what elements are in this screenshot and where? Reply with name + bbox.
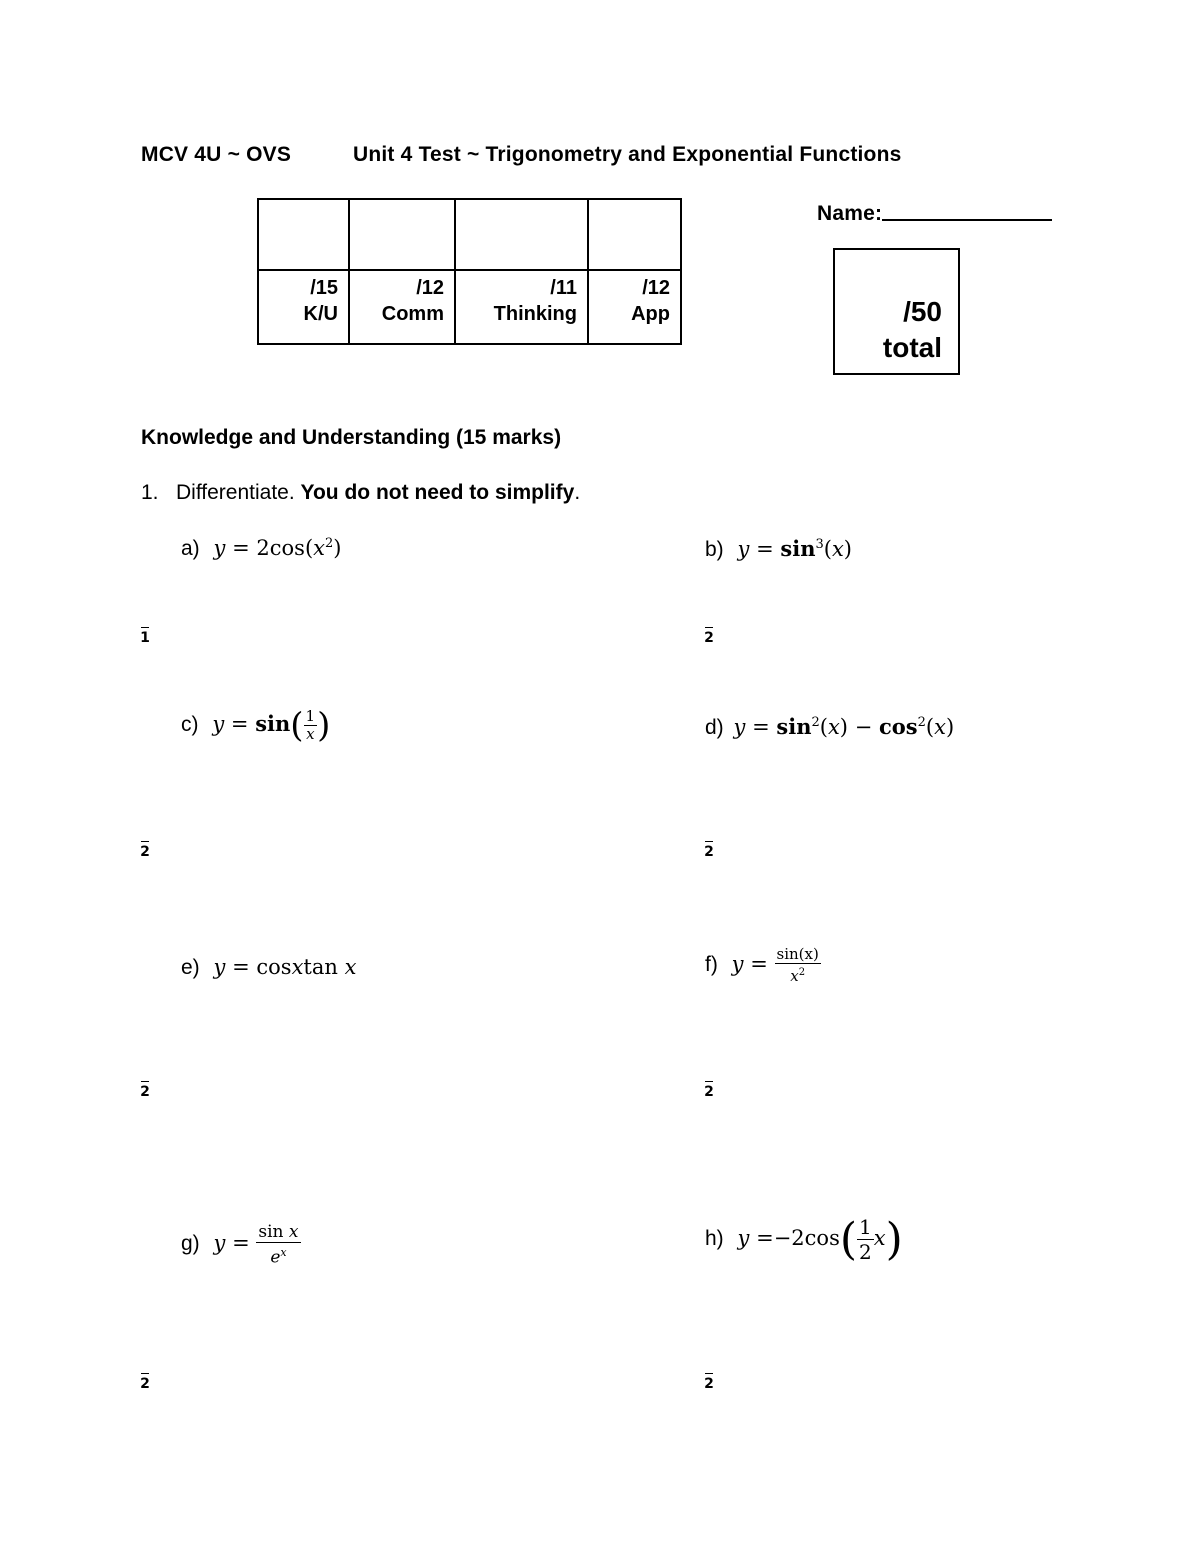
category-app: /12 App xyxy=(588,270,681,344)
problem-e: e) y = cosxtan x xyxy=(181,955,357,979)
problem-c: c) y = sin( $\frac{1}{x}$ ) xyxy=(181,705,331,745)
section-heading: Knowledge and Understanding (15 marks) xyxy=(141,426,562,449)
total-label: total xyxy=(882,332,942,363)
problem-d: d) $y = \sin^2(x) - \cos^2(x)$ xyxy=(705,714,955,739)
equation-a: $y = 2\cos(x^2)$ xyxy=(213,536,342,560)
question-number: 1. xyxy=(141,481,159,504)
equation-b: $y = \sin^3(x)$ xyxy=(737,536,852,561)
equation-g: y = $\frac{\text{sin x}}{e^x}$ xyxy=(213,1222,299,1268)
name-field[interactable] xyxy=(817,197,1052,226)
score-table xyxy=(257,198,682,345)
total-score-box xyxy=(833,248,960,375)
question-instruction: Differentiate. xyxy=(176,481,295,504)
equation-h: y =−2cos( $\frac{1}{2}$ x) xyxy=(737,1214,903,1265)
problem-g: g) y = $\frac{\text{sin x}}{e^x}$ xyxy=(181,1222,299,1268)
mark-e: 2 xyxy=(140,1081,150,1100)
score-cell-ku[interactable] xyxy=(258,199,349,270)
mark-a: 1 xyxy=(140,627,150,646)
course-code: MCV 4U ~ OVS xyxy=(141,143,292,166)
score-cell-comm[interactable] xyxy=(349,199,455,270)
equation-c: y = sin( $\frac{1}{x}$ ) xyxy=(212,705,331,745)
problem-h: h) y =−2cos( $\frac{1}{2}$ x) xyxy=(705,1214,903,1265)
problem-b: b) $y = \sin^3(x)$ xyxy=(705,536,852,561)
problem-a: a) $y = 2\cos(x^2)$ xyxy=(181,536,342,560)
category-ku: /15 K/U xyxy=(258,270,349,344)
mark-g: 2 xyxy=(140,1373,150,1392)
score-cell-app[interactable] xyxy=(588,199,681,270)
category-thinking: /11 Thinking xyxy=(455,270,588,344)
question-1: 1. Differentiate. You do not need to simplify. xyxy=(141,481,581,504)
mark-h: 2 xyxy=(704,1373,714,1392)
test-title: Unit 4 Test ~ Trigonometry and Exponential Functions xyxy=(353,143,902,166)
score-cell-thinking[interactable] xyxy=(455,199,588,270)
name-label: Name: xyxy=(817,202,883,225)
category-comm: /12 Comm xyxy=(349,270,455,344)
equation-e: y = cosxtan x xyxy=(213,955,357,979)
equation-f: y = $\frac{\sin(x)}{x^2}$ xyxy=(731,945,819,985)
total-marks: /50 xyxy=(903,296,942,327)
equation-d: $y = \sin^2(x) - \cos^2(x)$ xyxy=(733,714,955,739)
mark-c: 2 xyxy=(140,841,150,860)
mark-d: 2 xyxy=(704,841,714,860)
question-instruction-bold: You do not need to simplify xyxy=(300,481,575,504)
mark-b: 2 xyxy=(704,627,714,646)
name-blank-line[interactable] xyxy=(882,197,1052,221)
problem-f: f) y = $\frac{\sin(x)}{x^2}$ xyxy=(705,945,819,985)
mark-f: 2 xyxy=(704,1081,714,1100)
